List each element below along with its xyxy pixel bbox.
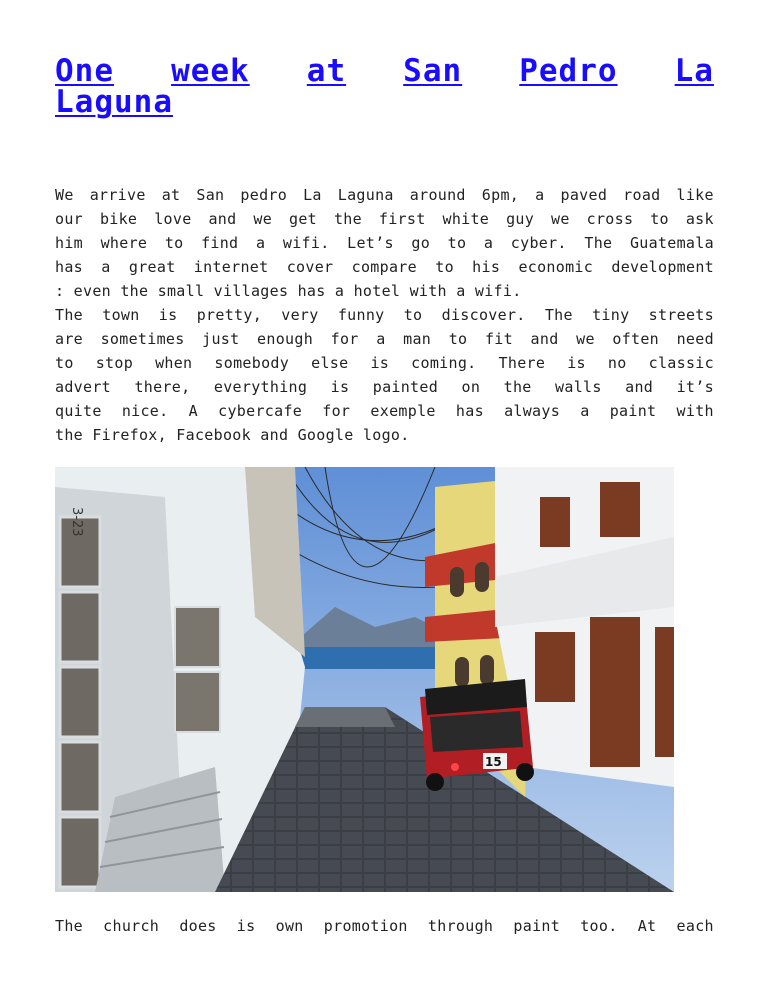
word: La (303, 186, 322, 204)
word: San (196, 186, 225, 204)
word: A (188, 402, 198, 420)
word: everything (213, 378, 308, 396)
word: paint (609, 402, 657, 420)
word: to (650, 210, 669, 228)
word: guy (506, 210, 535, 228)
word: stop (95, 354, 134, 372)
word: paint (513, 917, 561, 935)
word: We (55, 186, 74, 204)
paragraph-1 (55, 183, 714, 303)
word: to (55, 354, 74, 372)
word: streets (648, 306, 714, 324)
word: nice. (121, 402, 169, 420)
word: always (504, 402, 561, 420)
word: are (55, 330, 83, 348)
word: compare (351, 258, 417, 276)
text-line (55, 351, 714, 375)
word: the (333, 210, 362, 228)
word: road (623, 186, 661, 204)
word: quite (55, 402, 102, 420)
word: internet (193, 258, 269, 276)
word: The (544, 306, 573, 324)
word: The (55, 917, 83, 935)
word: go (411, 234, 431, 252)
text-line: : even the small villages has a hotel with a wifi. (55, 282, 522, 300)
word: does (179, 917, 217, 935)
word: just (202, 330, 240, 348)
text-line (55, 207, 714, 231)
word: tiny (592, 306, 630, 324)
word: man (403, 330, 432, 348)
word: to (164, 234, 184, 252)
word: has (455, 402, 484, 420)
title-line-1 (55, 53, 714, 89)
word: somebody (214, 354, 290, 372)
title-word: at (306, 53, 347, 89)
post-body (55, 183, 714, 447)
word: development (611, 258, 714, 276)
word: Guatemala (629, 234, 714, 252)
word: too. (580, 917, 618, 935)
word: coming. (411, 354, 477, 372)
word: him (55, 234, 83, 252)
word: sometimes (100, 330, 185, 348)
word: has (55, 258, 83, 276)
word: cross (586, 210, 634, 228)
word: a (255, 234, 266, 252)
word: exemple (370, 402, 436, 420)
word: to (435, 258, 454, 276)
word: ask (685, 210, 714, 228)
word: funny (337, 306, 385, 324)
word: paved (560, 186, 608, 204)
title-line-2: Laguna (55, 84, 173, 120)
word: we (253, 210, 273, 228)
word: on (461, 378, 481, 396)
word: town (102, 306, 140, 324)
word: is (567, 354, 586, 372)
word: when (155, 354, 193, 372)
word: a (483, 234, 494, 252)
word: painted (372, 378, 439, 396)
word: first (378, 210, 426, 228)
text-line (55, 303, 714, 327)
word: cover (286, 258, 334, 276)
word: white (442, 210, 490, 228)
word: need (676, 330, 714, 348)
word: and (625, 378, 654, 396)
title-word: Pedro (519, 53, 618, 89)
word: economic (518, 258, 594, 276)
word: our (55, 210, 83, 228)
word: The (584, 234, 613, 252)
word: to (448, 330, 468, 348)
word: is (158, 306, 178, 324)
post-title (55, 0, 714, 118)
word: arrive (89, 186, 146, 204)
street-photo (55, 467, 674, 892)
word: bike (99, 210, 138, 228)
title-word: La (674, 53, 714, 89)
word: to (403, 306, 423, 324)
photo-tuktuk-number: 15 (485, 755, 502, 769)
word: to (447, 234, 467, 252)
word: else (311, 354, 349, 372)
text-line (55, 255, 714, 279)
word: great (128, 258, 176, 276)
word: there, (134, 378, 191, 396)
title-word: One (55, 53, 114, 89)
word: There (498, 354, 546, 372)
word: cybercafe (218, 402, 303, 420)
word: we (551, 210, 570, 228)
word: around (409, 186, 466, 204)
word: a (376, 330, 386, 348)
word: enough (257, 330, 314, 348)
word: church (103, 917, 160, 935)
blog-post (55, 0, 714, 935)
text-line (55, 327, 714, 351)
word: a (535, 186, 545, 204)
text-line (55, 231, 714, 255)
title-word: week (171, 53, 250, 89)
word: very (281, 306, 319, 324)
word: classic (648, 354, 714, 372)
word: his (472, 258, 501, 276)
word: advert (55, 378, 111, 396)
word: pedro (240, 186, 288, 204)
word: for (322, 402, 351, 420)
word: and (530, 330, 559, 348)
word: love (154, 210, 192, 228)
text-line: the Firefox, Facebook and Google logo. (55, 426, 410, 444)
word: Laguna (337, 186, 394, 204)
text-line (55, 375, 714, 399)
word: with (676, 402, 714, 420)
word: often (612, 330, 660, 348)
word: cyber. (510, 234, 567, 252)
word: pretty, (196, 306, 263, 324)
street-photo-illustration (55, 467, 674, 892)
word: find (201, 234, 239, 252)
word: The (55, 306, 83, 324)
text-line (55, 183, 714, 207)
text-line (55, 914, 714, 938)
word: own (275, 917, 304, 935)
word: fit (484, 330, 513, 348)
word: is (236, 917, 256, 935)
word: where (100, 234, 148, 252)
paragraph-3 (55, 914, 714, 938)
word: At (637, 917, 657, 935)
word: 6pm, (481, 186, 520, 204)
word: a (101, 258, 111, 276)
word: is (330, 378, 350, 396)
word: it’s (676, 378, 714, 396)
word: no (607, 354, 627, 372)
word: each (676, 917, 714, 935)
word: a (580, 402, 590, 420)
word: at (161, 186, 181, 204)
word: get (289, 210, 318, 228)
word: promotion (323, 917, 408, 935)
photo-house-number: 3-23 (69, 507, 84, 537)
word: Let’s (347, 234, 394, 252)
text-line (55, 399, 714, 423)
word: walls (555, 378, 602, 396)
word: the (503, 378, 532, 396)
word: is (370, 354, 390, 372)
paragraph-2 (55, 303, 714, 447)
word: and (208, 210, 237, 228)
word: like (676, 186, 714, 204)
post-title-link[interactable] (55, 53, 714, 120)
word: discover. (441, 306, 526, 324)
word: for (330, 330, 359, 348)
word: wifi. (282, 234, 330, 252)
word: we (576, 330, 595, 348)
word: through (427, 917, 494, 935)
title-word: San (403, 53, 463, 89)
